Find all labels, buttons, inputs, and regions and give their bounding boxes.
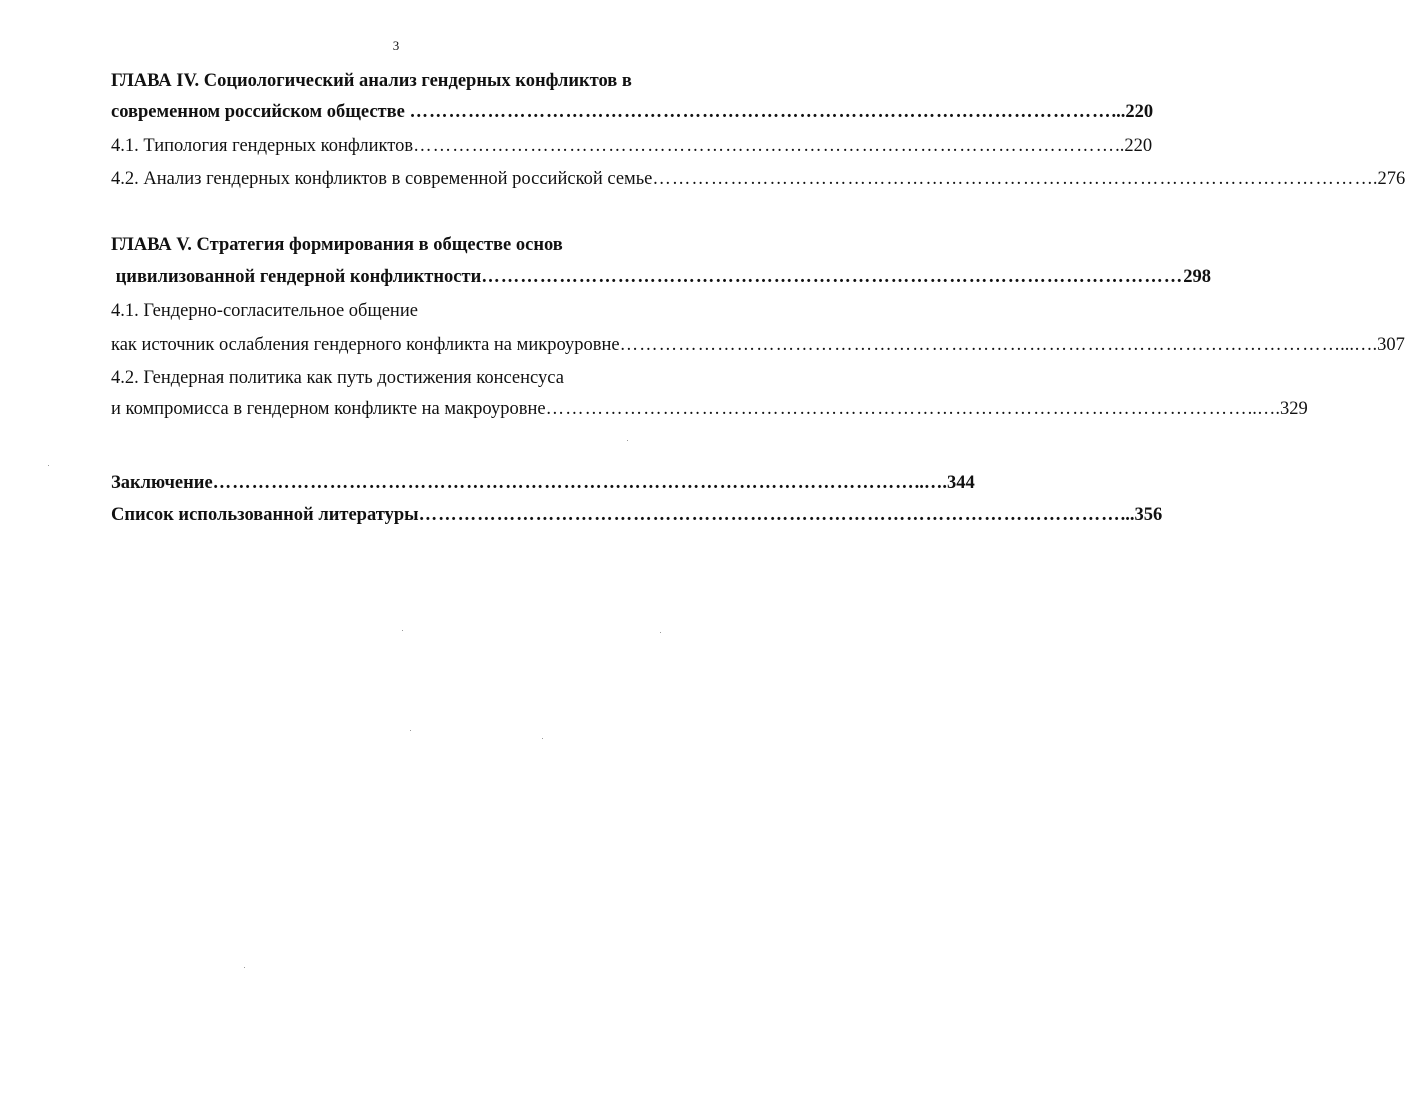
scan-speck	[402, 630, 403, 631]
toc-entry-page: ...356	[1120, 505, 1163, 525]
chapter4-title-row	[111, 101, 1154, 123]
toc-entry-5-1-line1: 4.1. Гендерно-согласительное общение	[111, 301, 418, 321]
toc-entry-page: …...….307	[1321, 335, 1405, 355]
scan-speck	[542, 738, 543, 739]
chapter4-title-line2: современном российском обществе	[111, 102, 410, 122]
dot-leader: ………………………………………………………………………………………………	[212, 473, 915, 493]
chapter5-title-line1: ГЛАВА V. Стратегия формирования в обществе основ	[111, 235, 563, 255]
toc-entry-5-2	[111, 398, 1308, 420]
toc-entry-page: ..….329	[1247, 399, 1308, 419]
dot-leader: ………………………………………………………………………………………………	[652, 169, 1355, 189]
toc-entry-text: как источник ослабления гендерного конфликта на микроуровне	[111, 335, 620, 355]
dot-leader: ………………………………………………………………………………………………	[418, 505, 1121, 525]
toc-entry-page: ..….344	[914, 473, 975, 493]
toc-entry-5-2-line1: 4.2. Гендерная политика как путь достижения консенсуса	[111, 368, 564, 388]
toc-entry-page: ….276	[1354, 169, 1405, 189]
chapter5-title-line2: цивилизованной гендерной конфликтности	[111, 267, 482, 287]
scan-speck	[660, 632, 661, 633]
scan-speck	[244, 967, 245, 968]
chapter4-title-line1: ГЛАВА IV. Социологический анализ гендерных конфликтов в	[111, 71, 632, 91]
toc-entry-conclusion	[111, 472, 975, 494]
toc-entry-page: ..220	[1115, 136, 1153, 156]
toc-entry-text: и компромисса в гендерном конфликте на макроуровне	[111, 399, 546, 419]
scan-speck	[48, 465, 49, 466]
chapter5-title-row	[111, 266, 1211, 288]
page-number: 3	[392, 38, 400, 53]
dot-leader: ………………………………………………………………………………………………	[619, 335, 1322, 355]
chapter5-page: 298	[1183, 267, 1211, 287]
dot-leader: ………………………………………………………………………………………………	[545, 399, 1248, 419]
dot-leader: ………………………………………………………………………………………………	[409, 102, 1112, 122]
dot-leader: ………………………………………………………………………………………………	[413, 136, 1116, 156]
scan-speck	[627, 440, 628, 441]
toc-entry-text: Заключение	[111, 473, 213, 493]
toc-entry-4-1	[111, 135, 1153, 157]
scan-speck	[410, 730, 411, 731]
chapter4-page: ...220	[1111, 102, 1154, 122]
toc-entry-text: 4.1. Типология гендерных конфликтов	[111, 136, 414, 156]
toc-entry-bibliography	[111, 504, 1163, 526]
toc-entry-text: Список использованной литературы	[111, 505, 419, 525]
toc-entry-4-2	[111, 168, 1405, 190]
toc-entry-5-1	[111, 334, 1405, 356]
toc-entry-text: 4.2. Анализ гендерных конфликтов в современной российской семье	[111, 169, 653, 189]
dot-leader: ………………………………………………………………………………………………	[481, 267, 1184, 287]
